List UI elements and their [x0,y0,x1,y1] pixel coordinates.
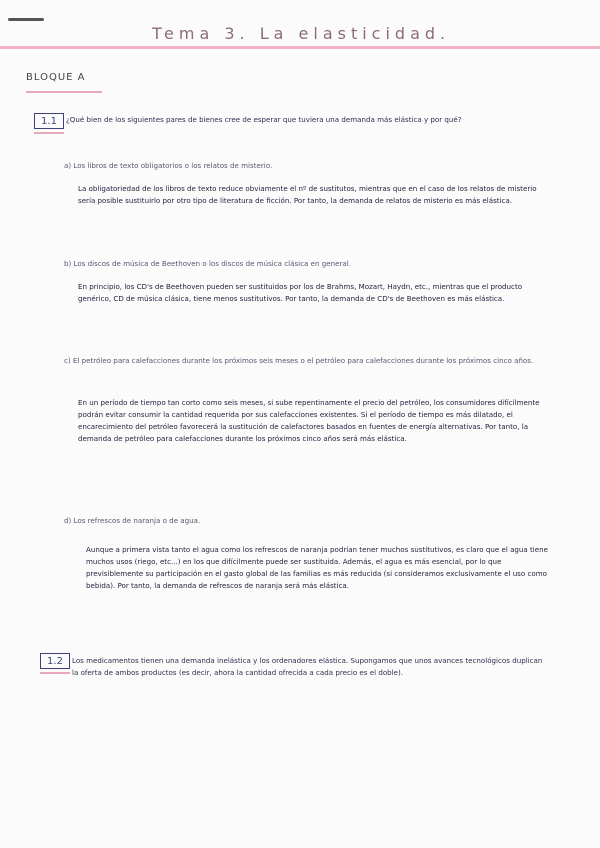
page-title: Tema 3. La elasticidad. [152,24,451,43]
question-number-box: 1.2 [40,653,70,669]
question-number-underline [40,672,70,674]
answer-a: La obligatoriedad de los libros de texto reduce obviamente el nº de sustitutos, mientras que en el caso de los relatos de misterio sería posible sustituirlo por otro tipo de literatura de ficción. Por tanto, la demanda de relatos de misterio es más elástica. [78,184,537,205]
answer-d: Aunque a primera vista tanto el agua como los refrescos de naranja podrían tener muchos sustitutivos, es claro que el agua tiene muchos usos (riego, etc...) en los que difícilmente puede ser sustituida. Además, el agua es más esencial, por lo que previsiblemente su participación en el gasto global de las familias es más reducida (si consideramos exclusivamente el uso como bebida). Por tanto, la demanda de refrescos de naranja será más elástica. [86,545,549,590]
answer-b: En principio, los CD's de Beethoven pueden ser sustituidos por los de Brahms, Mozart, Haydn, etc., mientras que el producto genérico, CD de música clásica, tiene menos sustitutivos. Por tanto, la demanda de CD's de Beethoven es más elástica. [78,282,523,303]
title-underline [0,46,600,49]
subquestion-b: b) Los discos de música de Beethoven o los discos de música clásica en general. [64,259,351,268]
subquestion-d: d) Los refrescos de naranja o de agua. [64,516,201,525]
subquestion-c: c) El petróleo para calefacciones durante los próximos seis meses o el petróleo para calefacciones durante los próximos cinco años. [64,356,534,365]
subquestion-a: a) Los libros de texto obligatorios o los relatos de misterio. [64,161,273,170]
question-number-underline [34,132,64,134]
question-text: ¿Qué bien de los siguientes pares de bienes cree de esperar que tuviera una demanda más elástica y por qué? [66,115,462,124]
margin-mark [8,18,44,21]
block-label-underline [26,91,102,93]
question-number-box: 1.1 [34,113,64,129]
question-text: Los medicamentos tienen una demanda inelástica y los ordenadores elástica. Supongamos que unos avances tecnológicos duplican la oferta de ambos productos (es decir, ahora la cantidad ofrecida a cada precio es el doble). [72,656,543,677]
block-label: BLOQUE A [26,72,86,83]
answer-c: En un período de tiempo tan corto como seis meses, si sube repentinamente el precio del petróleo, los consumidores difícilmente podrán evitar consumir la cantidad requerida por sus calefacciones existentes. Si el período de tiempo es más dilatado, el encarecimiento del petróleo favorecerá la sustitución de calefactores basados en fuentes de energía alternativas. Por tanto, la demanda de petróleo para calefacciones durante los próximos cinco años será más elástica. [78,398,540,443]
